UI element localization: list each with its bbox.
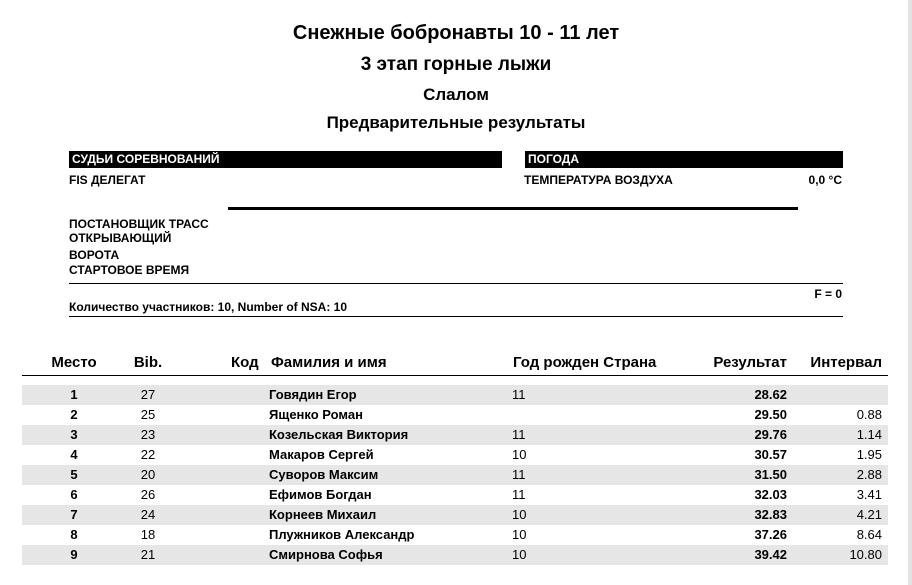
event-title: Снежные бобронавты 10 - 11 лет [292, 22, 620, 44]
place-cell: 8 [70, 527, 78, 542]
header-name: Фамилия и имя [271, 354, 387, 371]
table-row [22, 485, 888, 505]
gates-label: ВОРОТА [69, 248, 120, 262]
table-row [22, 545, 888, 565]
forerunner-label: ОТКРЫВАЮЩИЙ [69, 231, 172, 245]
name-cell: Макаров Сергей [269, 447, 374, 462]
name-cell: Ященко Роман [269, 407, 363, 422]
year-cell: 11 [512, 387, 526, 402]
divider-top [69, 283, 843, 284]
result-cell: 37.26 [754, 527, 787, 542]
name-cell: Козельская Виктория [269, 427, 409, 442]
place-cell: 3 [70, 427, 78, 442]
table-header-rule [22, 375, 888, 376]
name-cell: Корнеев Михаил [269, 507, 377, 522]
result-cell: 28.62 [754, 387, 787, 402]
header-place: Место [51, 354, 97, 371]
divider-thick [228, 207, 798, 210]
header-year-country: Год рожден Страна [513, 354, 657, 371]
table-row [22, 425, 888, 445]
year-cell: 11 [512, 487, 526, 502]
table-row [22, 405, 888, 425]
bib-cell: 18 [140, 527, 156, 542]
weather-heading: ПОГОДА [525, 151, 843, 168]
header-bib: Bib. [133, 354, 163, 371]
interval-cell: 10.80 [849, 547, 882, 562]
interval-cell: 3.41 [856, 487, 882, 502]
name-cell: Говядин Егор [269, 387, 357, 402]
interval-cell: 2.88 [856, 467, 882, 482]
discipline-title: Слалом [423, 85, 489, 104]
place-cell: 7 [70, 507, 78, 522]
table-row [22, 445, 888, 465]
air-temp-value: 0,0 °C [808, 173, 842, 187]
place-cell: 1 [70, 387, 78, 402]
bib-cell: 26 [140, 487, 156, 502]
fis-delegate-label: FIS ДЕЛЕГАТ [69, 173, 146, 187]
year-cell: 11 [512, 467, 526, 482]
bib-cell: 25 [140, 407, 156, 422]
header-interval: Интервал [810, 354, 882, 371]
table-row [22, 525, 888, 545]
bib-cell: 22 [140, 447, 156, 462]
name-cell: Смирнова Софья [269, 547, 383, 562]
year-cell: 10 [512, 547, 527, 562]
interval-cell: 0.88 [856, 407, 882, 422]
name-cell: Плужников Александр [269, 527, 415, 542]
header-result: Результат [713, 354, 787, 371]
year-cell: 10 [512, 507, 527, 522]
f-value: F = 0 [814, 287, 842, 301]
interval-cell: 8.64 [856, 527, 882, 542]
status-title: Предварительные результаты [326, 113, 586, 132]
bib-cell: 20 [140, 467, 156, 482]
table-row [22, 465, 888, 485]
results-table [22, 385, 888, 565]
start-time-label: СТАРТОВОЕ ВРЕМЯ [69, 263, 190, 277]
bib-cell: 23 [140, 427, 156, 442]
place-cell: 2 [70, 407, 78, 422]
place-cell: 4 [70, 447, 78, 462]
place-cell: 9 [70, 547, 78, 562]
place-cell: 5 [70, 467, 78, 482]
header-code: Код [231, 354, 259, 371]
year-cell: 11 [512, 427, 526, 442]
air-temp-label: ТЕМПЕРАТУРА ВОЗДУХА [524, 173, 673, 187]
result-cell: 32.83 [754, 507, 787, 522]
name-cell: Ефимов Богдан [269, 487, 372, 502]
result-cell: 32.03 [754, 487, 787, 502]
result-cell: 29.50 [754, 407, 787, 422]
place-cell: 6 [70, 487, 78, 502]
divider-bottom [69, 316, 843, 317]
interval-cell: 4.21 [856, 507, 882, 522]
bib-cell: 21 [140, 547, 156, 562]
result-cell: 39.42 [754, 547, 787, 562]
bib-cell: 24 [140, 507, 156, 522]
interval-cell: 1.14 [856, 427, 882, 442]
bib-cell: 27 [140, 387, 156, 402]
course-setter-label: ПОСТАНОВЩИК ТРАСС [69, 217, 209, 231]
table-row [22, 385, 888, 405]
name-cell: Суворов Максим [269, 467, 379, 482]
year-cell: 10 [512, 447, 527, 462]
stage-title: 3 этап горные лыжи [360, 54, 552, 75]
jury-heading: СУДЬИ СОРЕВНОВАНИЙ [69, 151, 502, 168]
result-cell: 29.76 [754, 427, 787, 442]
interval-cell: 1.95 [856, 447, 882, 462]
result-cell: 31.50 [754, 467, 787, 482]
result-cell: 30.57 [754, 447, 787, 462]
year-cell: 10 [512, 527, 527, 542]
table-row [22, 505, 888, 525]
participants-count: Количество участников: 10, Number of NSA: 10 [69, 300, 348, 314]
